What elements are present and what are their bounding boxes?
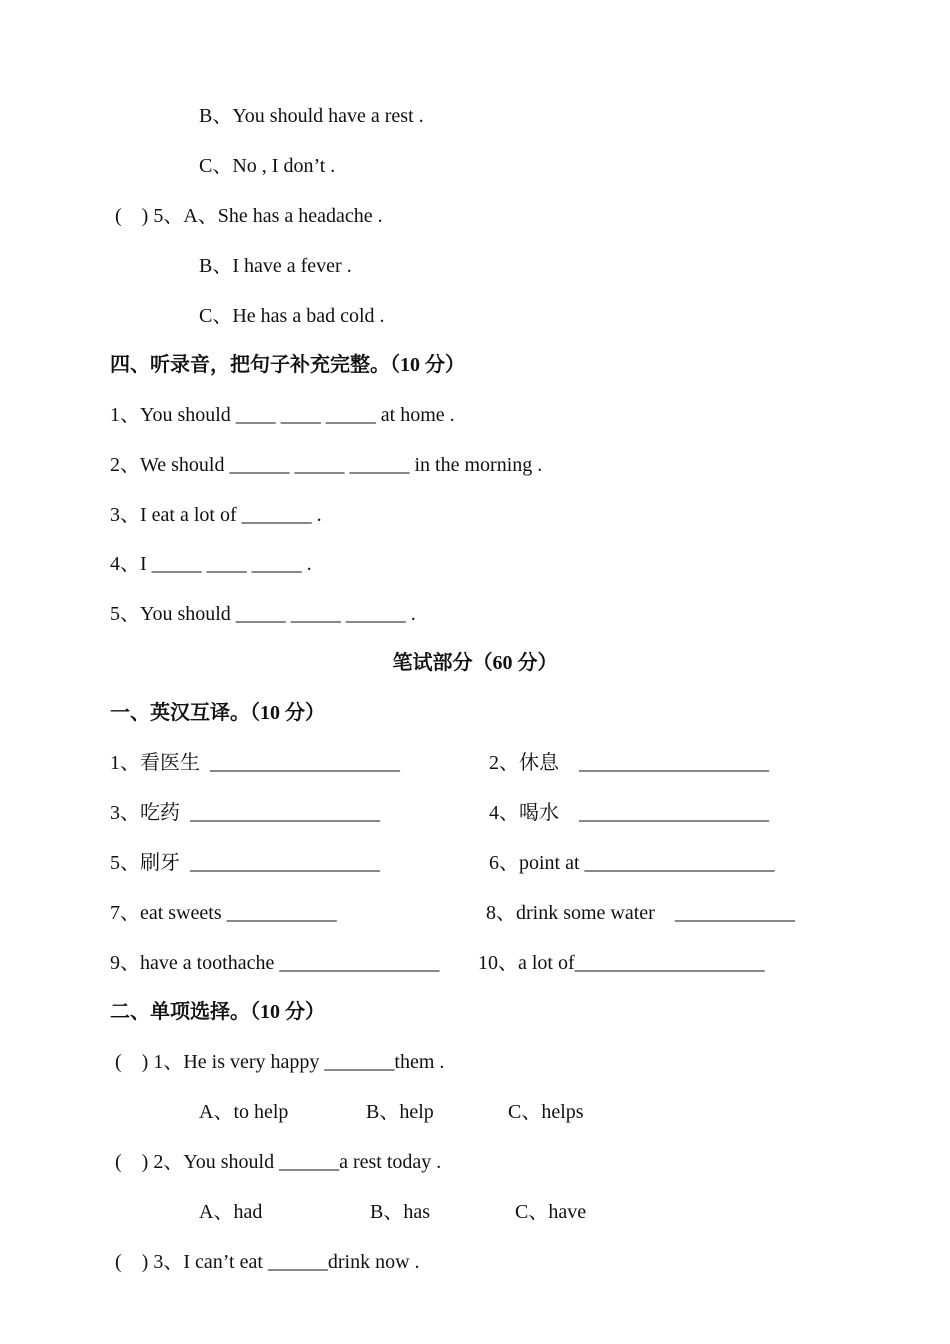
- translate-item: 3、吃药 ___________________: [110, 802, 380, 824]
- choice-q1-option-b: B、help: [366, 1101, 434, 1123]
- translate-item: 1、看医生 ___________________: [110, 752, 400, 774]
- choice-q1-option-c: C、helps: [508, 1101, 584, 1123]
- section4-item: 2、We should ______ _____ ______ in the morning .: [110, 454, 543, 476]
- translate-item: 2、休息 ___________________: [489, 752, 769, 774]
- choice-heading: 二、单项选择。（10 分）: [110, 1001, 325, 1023]
- translate-item: 8、drink some water ____________: [486, 902, 795, 924]
- listening-q5-option-b: B、I have a fever .: [199, 255, 352, 277]
- section4-item: 1、You should ____ ____ _____ at home .: [110, 404, 455, 426]
- translate-item: 9、have a toothache ________________: [110, 952, 440, 974]
- section4-item: 5、You should _____ _____ ______ .: [110, 603, 416, 625]
- translate-item: 7、eat sweets ___________: [110, 902, 337, 924]
- choice-q2-stem: ( ) 2、You should ______a rest today .: [115, 1151, 442, 1173]
- listening-q5-stem: ( ) 5、A、She has a headache .: [115, 205, 383, 227]
- translate-heading: 一、英汉互译。（10 分）: [110, 702, 325, 724]
- choice-q1-option-a: A、to help: [199, 1101, 289, 1123]
- section4-item: 4、I _____ ____ _____ .: [110, 553, 312, 575]
- listening-q4-option-c: C、No , I don’t .: [199, 155, 336, 177]
- choice-q1-stem: ( ) 1、He is very happy _______them .: [115, 1051, 445, 1073]
- choice-q2-option-c: C、have: [515, 1201, 587, 1223]
- translate-item: 5、刷牙 ___________________: [110, 852, 380, 874]
- section4-item: 3、I eat a lot of _______ .: [110, 504, 322, 526]
- listening-q4-option-b: B、You should have a rest .: [199, 105, 424, 127]
- choice-q2-option-b: B、has: [370, 1201, 430, 1223]
- choice-q2-option-a: A、had: [199, 1201, 263, 1223]
- translate-item: 10、a lot of___________________: [478, 952, 765, 974]
- listening-q5-option-c: C、He has a bad cold .: [199, 305, 385, 327]
- section4-heading: 四、听录音，把句子补充完整。（10 分）: [110, 354, 465, 376]
- translate-item: 4、喝水 ___________________: [489, 802, 769, 824]
- translate-item: 6、point at ___________________: [489, 852, 775, 874]
- choice-q3-stem: ( ) 3、I can’t eat ______drink now .: [115, 1251, 420, 1273]
- written-part-title: 笔试部分（60 分）: [392, 652, 558, 674]
